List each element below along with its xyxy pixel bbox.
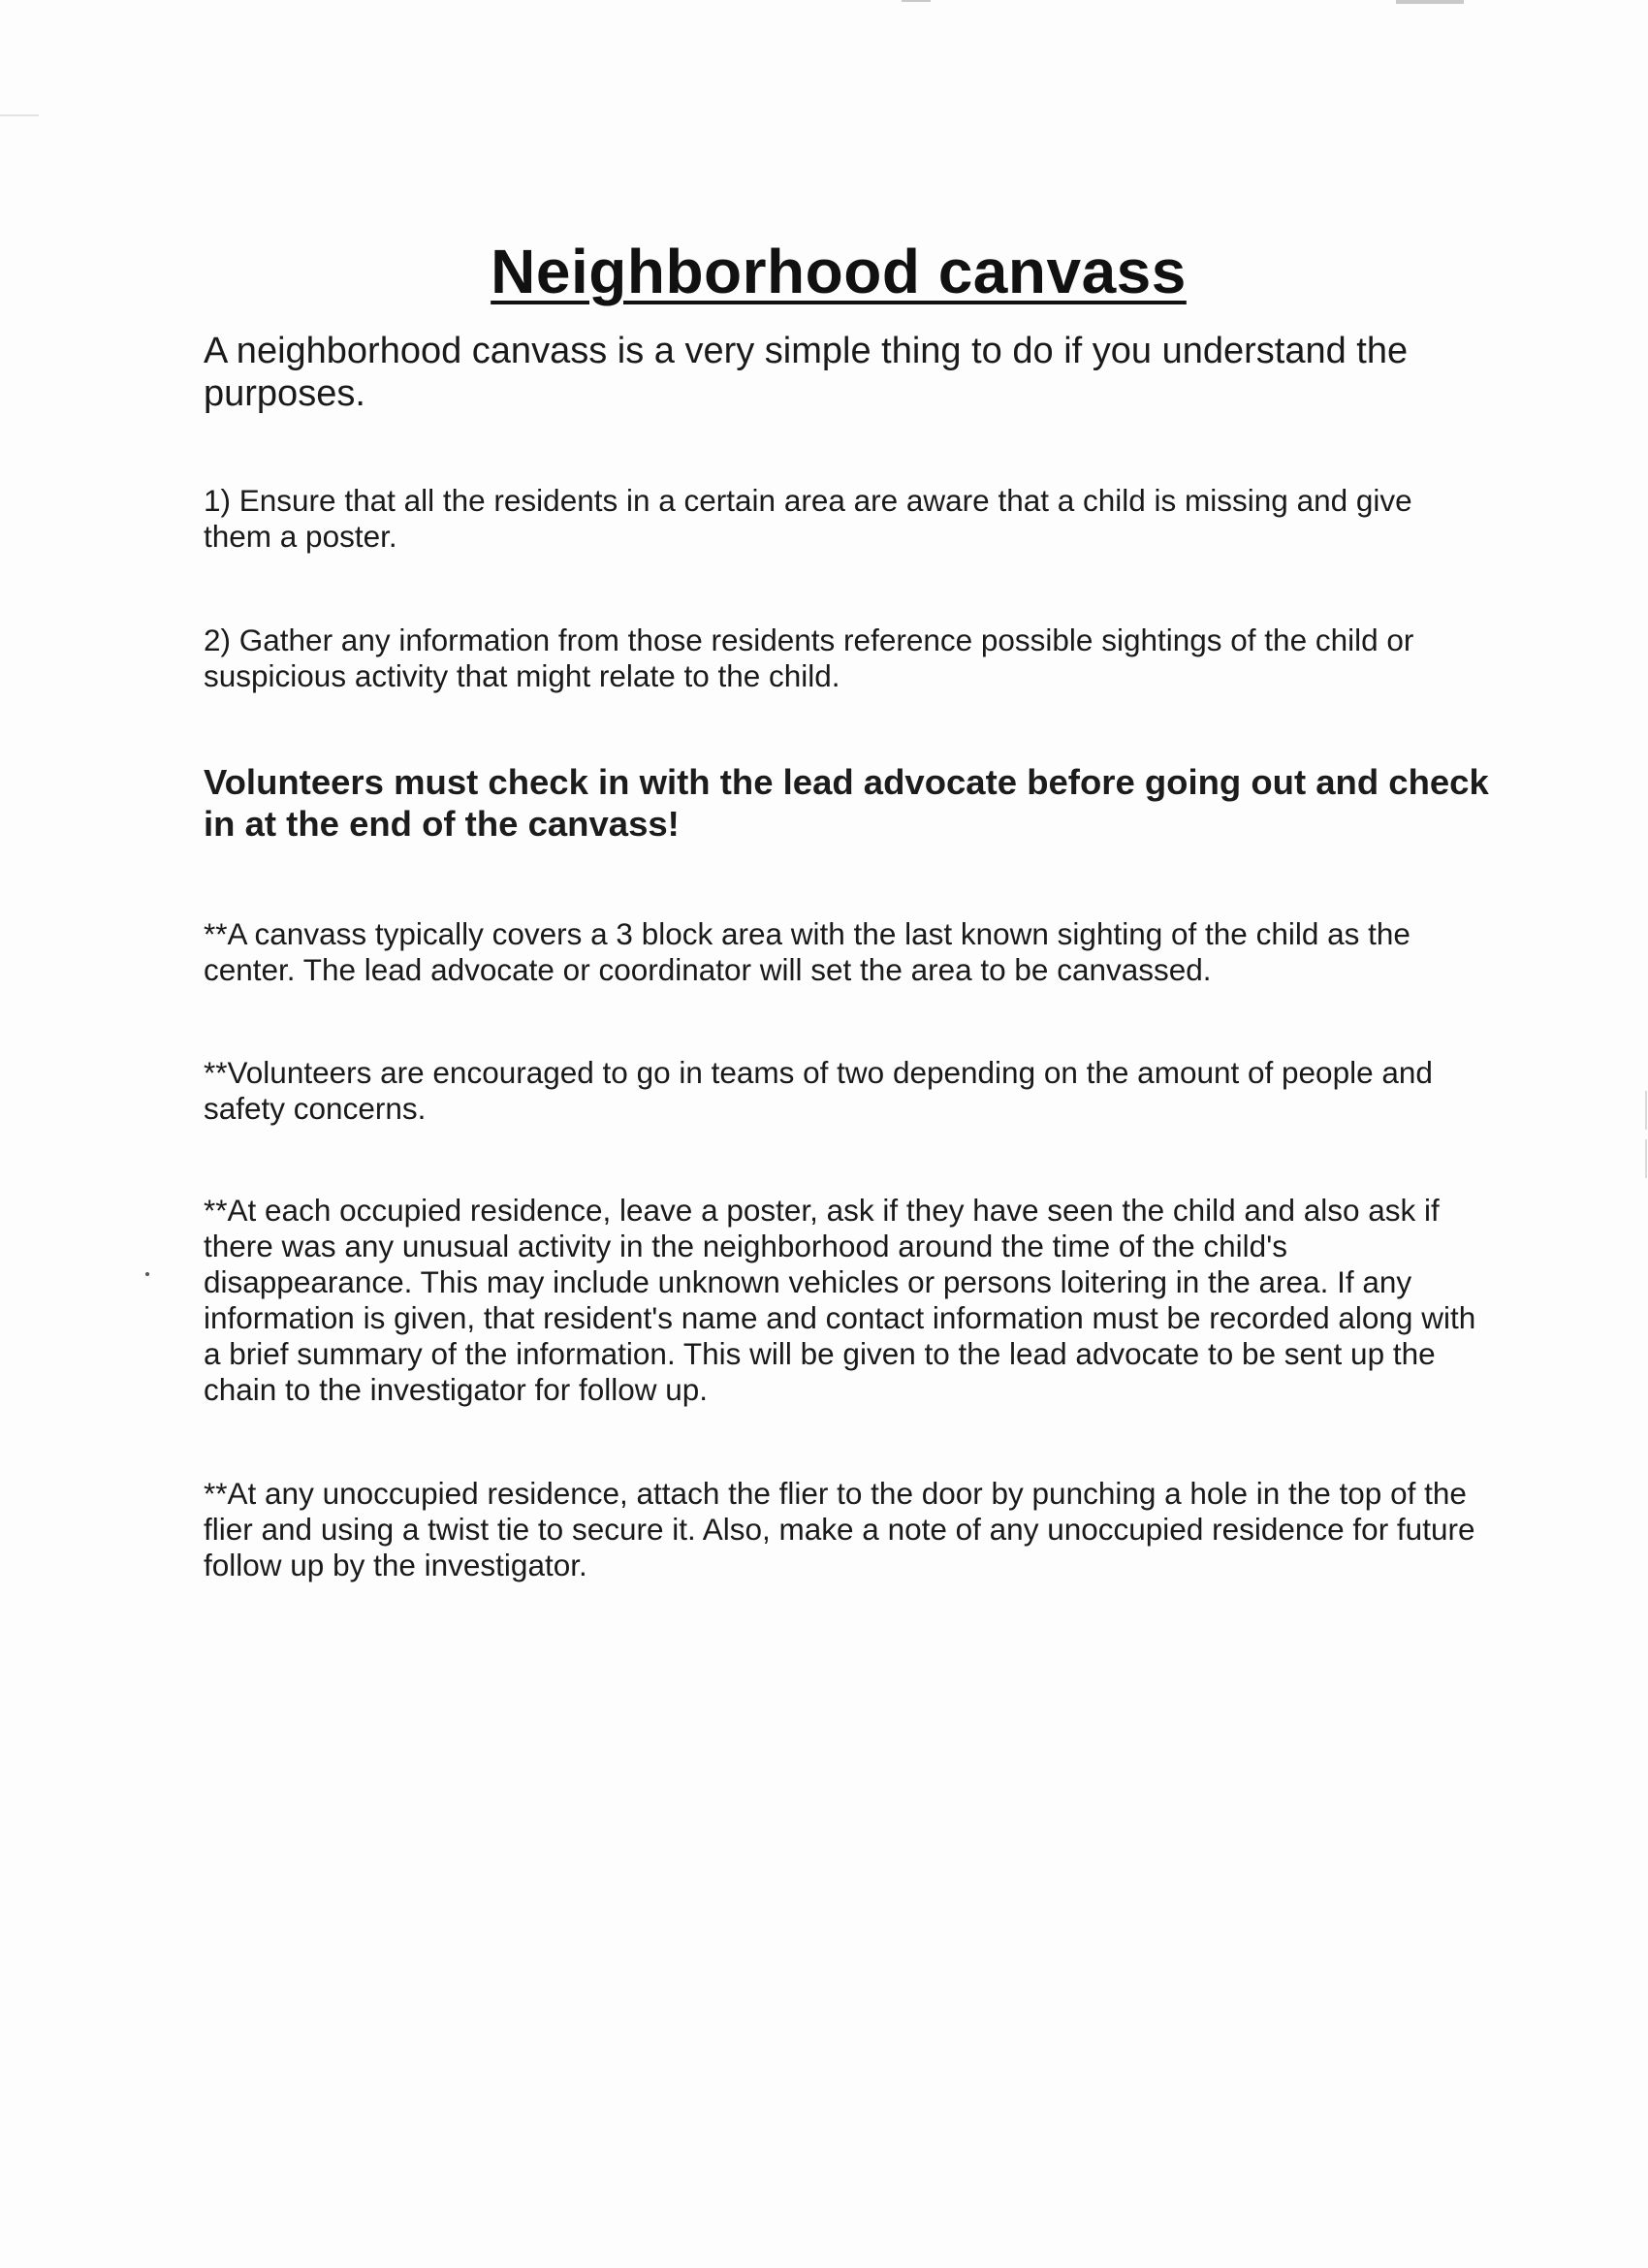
occupied-residence-note: **At each occupied residence, leave a poster, ask if they have seen the child and also ask if there was any unusual activity in the neighborhood around the time of the child's disappearance. This may include unknown vehicles or persons loitering in the area. If any information is given, that resident's name and contact information must be recorded along with a brief summary of the information. This will be given to the lead advocate to be sent up the chain to the investigator for follow up. [204, 1193, 1476, 1407]
canvass-area-note: **A canvass typically covers a 3 block area with the last known sighting of the child as the center. The lead advocate or coordinator will set the area to be canvassed. [204, 916, 1410, 987]
purpose-1-paragraph: 1) Ensure that all the residents in a certain area are aware that a child is missing and give them a poster. [204, 483, 1412, 554]
scan-mark-right-edge-1 [1645, 1091, 1647, 1130]
scan-mark-right-edge-2 [1645, 1139, 1647, 1178]
unoccupied-residence-note: **At any unoccupied residence, attach the flier to the door by punching a hole in the top of the flier and using a twist tie to secure it. Also, make a note of any unoccupied residence for future follow up by the investigator. [204, 1476, 1475, 1582]
scan-dot [145, 1272, 149, 1276]
document-title: Neighborhood canvass [491, 236, 1187, 306]
intro-paragraph: A neighborhood canvass is a very simple thing to do if you understand the purposes. [204, 331, 1409, 414]
teams-note: **Volunteers are encouraged to go in teams of two depending on the amount of people and safety concerns. [204, 1055, 1433, 1126]
purpose-2-paragraph: 2) Gather any information from those residents reference possible sightings of the child or suspicious activity that might relate to the child. [204, 623, 1414, 693]
scan-mark-left-edge [0, 114, 39, 116]
scan-mark-top-right [1396, 0, 1464, 4]
check-in-warning: Volunteers must check in with the lead advocate before going out and check in at the end of the canvass! [204, 762, 1489, 844]
scan-mark-top-right-2 [902, 0, 931, 2]
